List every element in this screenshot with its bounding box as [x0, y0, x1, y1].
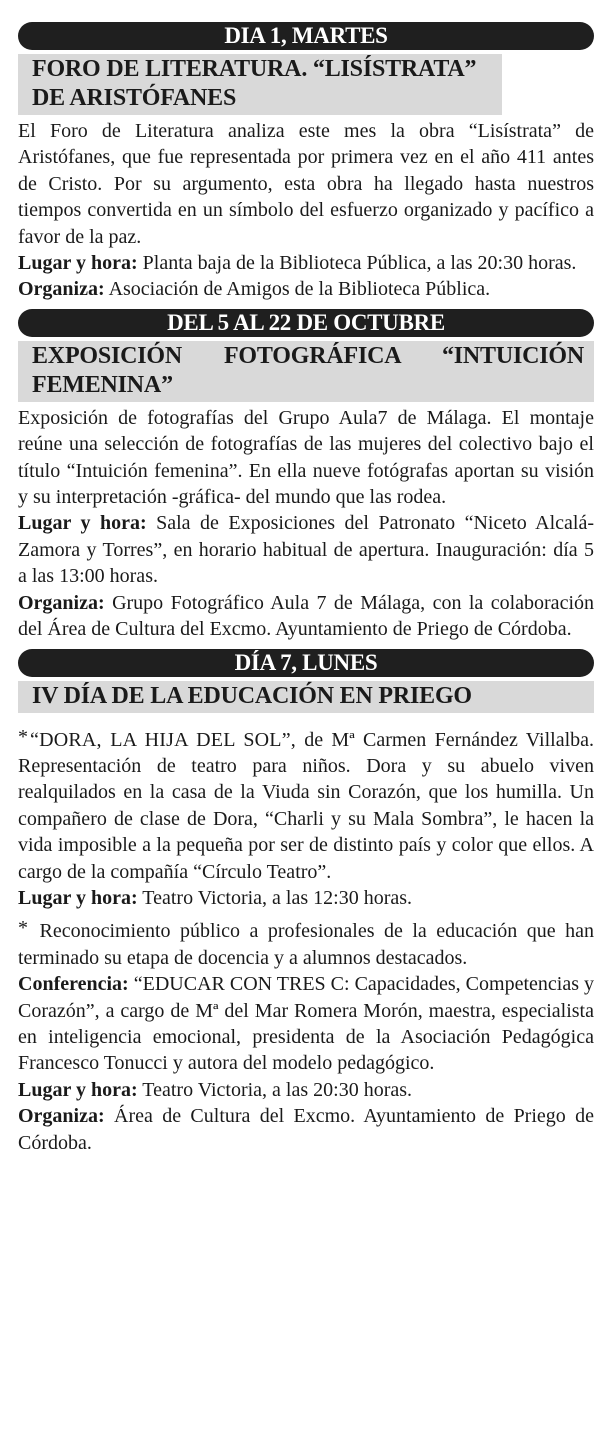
- location-label: Lugar y hora:: [18, 512, 147, 535]
- day-header: DEL 5 AL 22 DE OCTUBRE: [18, 309, 594, 337]
- location-label: Lugar y hora:: [18, 252, 138, 275]
- event-location: Lugar y hora: Planta baja de la Biblioteca Pública, a las 20:30 horas.: [18, 252, 577, 275]
- location-label: Lugar y hora:: [18, 1078, 138, 1101]
- location-label: Lugar y hora:: [18, 886, 138, 909]
- event-title: IV DÍA DE LA EDUCACIÓN EN PRIEGO: [18, 681, 594, 713]
- event-title: EXPOSICIÓN FOTOGRÁFICA “INTUICIÓN FEMENINA”: [18, 341, 594, 402]
- event-description: El Foro de Literatura analiza este mes la obra “Lisístrata” de Aristófanes, que fue representada por primera vez en el año 411 antes de Cristo. Por su argumento, esta obra ha llegado hasta nuestros tiempos convertida en un símbolo del esfuerzo organizado y pacífico a favor de la paz.: [18, 120, 594, 248]
- event-organizer: Organiza: Área de Cultura del Excmo. Ayuntamiento de Priego de Córdoba.: [18, 1105, 594, 1154]
- event-location: Lugar y hora: Teatro Victoria, a las 20:30 horas.: [18, 1078, 413, 1101]
- bullet-star: *: [18, 917, 28, 940]
- event-location: Lugar y hora: Sala de Exposiciones del Patronato “Niceto Alcalá-Zamora y Torres”, en horario habitual de apertura. Inauguración: día 5 a las 13:00 horas.: [18, 512, 595, 588]
- conference-label: Conferencia:: [18, 973, 129, 996]
- play-title: “DORA, LA HIJA DEL SOL”,: [30, 728, 297, 751]
- event-organizer: Organiza: Grupo Fotográfico Aula 7 de Málaga, con la colaboración del Área de Cultura del Excmo. Ayuntamiento de Priego de Córdoba.: [18, 591, 594, 641]
- day-header: DÍA 7, LUNES: [18, 649, 594, 677]
- event-item: * Reconocimiento público a profesionales de la educación que han terminado su etapa de docencia y a alumnos destacados.: [18, 917, 594, 969]
- event-conference: Conferencia: “EDUCAR CON TRES C: Capacidades, Competencias y Corazón”, a cargo de Mª del Mar Romera Morón, maestra, especialista en inteligencia emocional, presidenta de la Asociación Pedagógica Francesco Tonucci y autora del modelo pedagógico.: [18, 973, 594, 1075]
- day-header: DIA 1, MARTES: [18, 22, 594, 50]
- event-organizer: Organiza: Asociación de Amigos de la Biblioteca Pública.: [18, 278, 491, 301]
- event-location: Lugar y hora: Teatro Victoria, a las 12:30 horas.: [18, 886, 413, 909]
- event-description: Exposición de fotografías del Grupo Aula7 de Málaga. El montaje reúne una selección de fotografías de las mujeres del colectivo bajo el título “Intuición femenina”. En ella nueve fotógrafas aportan su visión y su interpretación -gráfica- del mundo que las rodea.: [18, 406, 594, 509]
- organizer-label: Organiza:: [18, 278, 105, 301]
- bullet-star: *: [18, 725, 28, 748]
- event-item: * “DORA, LA HIJA DEL SOL”, de Mª Carmen Fernández Villalba. Representación de teatro para niños. Dora y su abuelo viven realquilados en la casa de la Viuda sin Corazón, que los humilla. Un compañero de clase de Dora, “Charli y su Mala Sombra”, le hacen la vida imposible a la pequeña por ser de distinto país y color que ellos. A cargo de la compañía “Círculo Teatro”.: [18, 725, 595, 883]
- organizer-label: Organiza:: [18, 1105, 105, 1128]
- organizer-label: Organiza:: [18, 591, 105, 614]
- event-title: FORO DE LITERATURA. “LISÍSTRATA” DE ARISTÓFANES: [18, 54, 502, 115]
